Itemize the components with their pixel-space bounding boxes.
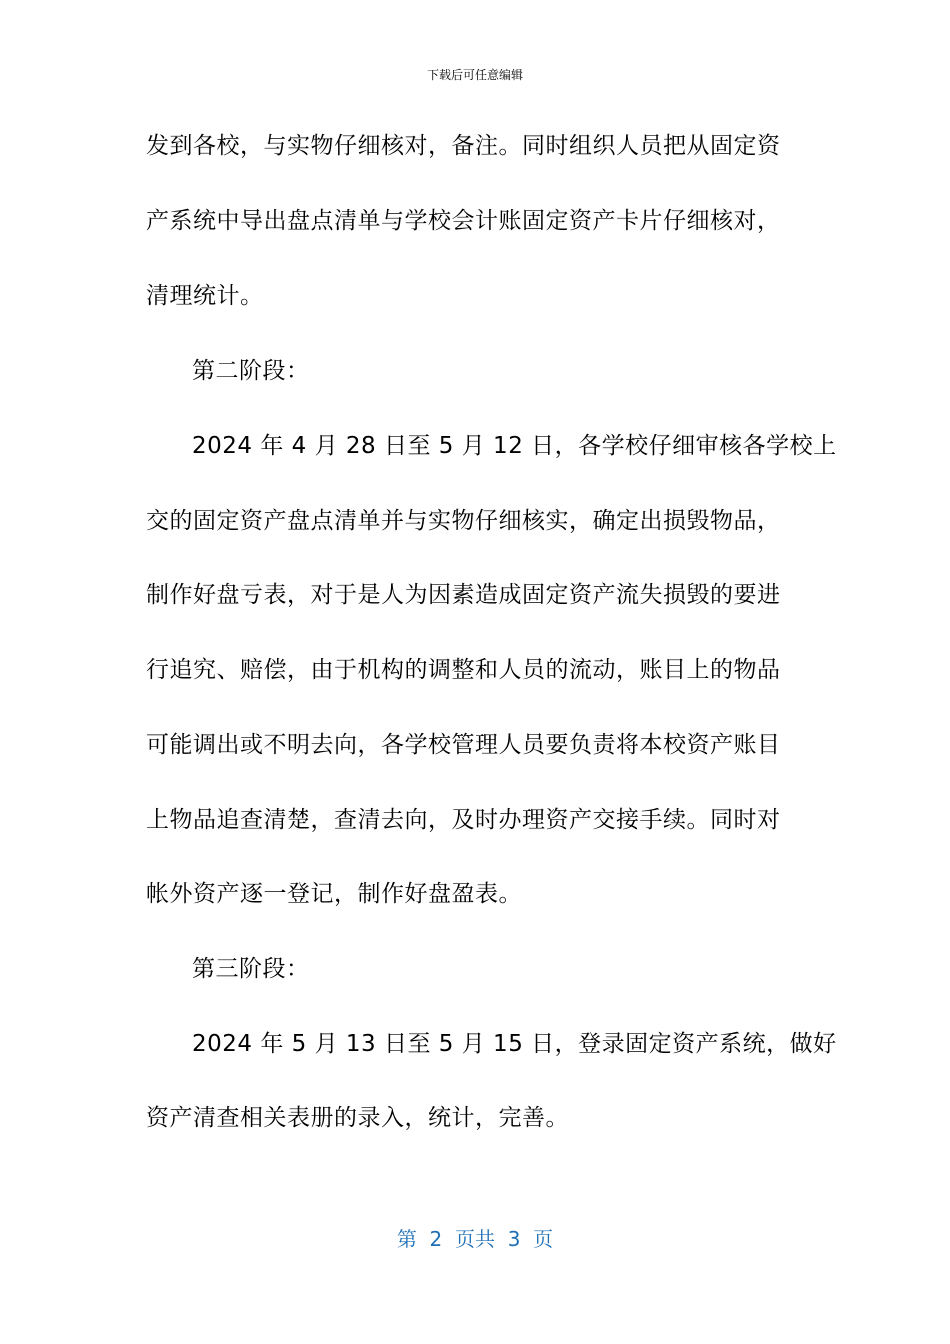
body-line-9: 可能调出或不明去向，各学校管理人员要负责将本校资产账目 (146, 732, 781, 758)
body-line-6: 交的固定资产盘点清单并与实物仔细核实，确定出损毁物品， (146, 508, 781, 534)
body-line-8: 行追究、赔偿，由于机构的调整和人员的流动，账目上的物品 (146, 657, 781, 683)
body-line-1: 发到各校，与实物仔细核对，备注。同时组织人员把从固定资 (146, 133, 781, 159)
body-line-14: 资产清查相关表册的录入，统计，完善。 (146, 1105, 569, 1131)
section-heading-stage-3: 第三阶段： (192, 956, 310, 982)
page-header: 下载后可任意编辑 (426, 68, 523, 82)
body-line-5: 2024 年 4 月 28 日至 5 月 12 日，各学校仔细审核各学校上 (192, 433, 837, 459)
body-line-13: 2024 年 5 月 13 日至 5 月 15 日，登录固定资产系统，做好 (192, 1031, 837, 1057)
section-heading-stage-2: 第二阶段： (192, 358, 310, 384)
body-line-10: 上物品追查清楚，查清去向，及时办理资产交接手续。同时对 (146, 807, 781, 833)
body-line-11: 帐外资产逐一登记，制作好盘盈表。 (146, 881, 522, 907)
page-number-footer: 第 2 页共 3 页 (396, 1227, 554, 1251)
body-line-7: 制作好盘亏表，对于是人为因素造成固定资产流失损毁的要进 (146, 582, 781, 608)
body-line-3: 清理统计。 (146, 283, 264, 309)
body-line-2: 产系统中导出盘点清单与学校会计账固定资产卡片仔细核对， (146, 208, 781, 234)
